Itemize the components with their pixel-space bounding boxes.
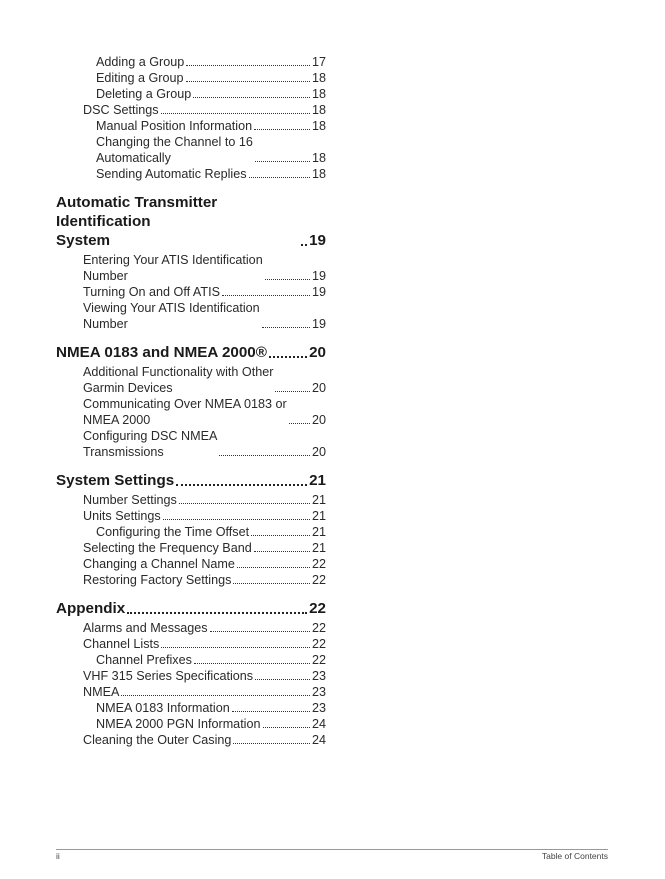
toc-page-number: 22 [311, 653, 326, 667]
toc-page-number: 18 [311, 167, 326, 181]
toc-page-number: 23 [311, 701, 326, 715]
toc-entry-title-line: Channel Prefixes [96, 653, 192, 667]
toc-entry[interactable] [56, 70, 326, 86]
dot-leader [255, 679, 310, 680]
dot-leader [232, 711, 310, 712]
dot-leader [186, 65, 310, 66]
toc-entry[interactable] [56, 364, 326, 396]
toc-page-number: 21 [311, 493, 326, 507]
toc-entry-title-line: Changing the Channel to 16 [96, 135, 253, 149]
toc-entry[interactable] [56, 668, 326, 684]
toc-page-number: 17 [311, 55, 326, 69]
dot-leader [233, 583, 310, 584]
toc-entry-title-line: Additional Functionality with Other [83, 365, 274, 379]
dot-leader [255, 161, 310, 162]
dot-leader [161, 647, 310, 648]
toc-entry-title-line: Communicating Over NMEA 0183 or [83, 397, 287, 411]
toc-entry-title [83, 364, 273, 396]
toc-entry-title [83, 300, 260, 332]
toc-page-number: 22 [311, 637, 326, 651]
dot-leader [176, 484, 307, 486]
toc-section-entry[interactable] [56, 193, 326, 250]
toc-page-number: 18 [311, 103, 326, 117]
toc-entry-title [96, 700, 230, 716]
dot-leader [163, 519, 310, 520]
toc-section-entry[interactable] [56, 343, 326, 362]
dot-leader [254, 129, 310, 130]
toc-page-number: 19 [309, 232, 326, 249]
toc-entry-title [83, 284, 220, 300]
toc-entry-title [83, 428, 217, 460]
toc-entry-title [56, 471, 174, 490]
toc-entry[interactable] [56, 252, 326, 284]
toc-page-number: 20 [311, 381, 326, 395]
toc-entry-title-line: Configuring the Time Offset [96, 525, 250, 539]
toc-page-number: 21 [311, 541, 326, 555]
toc-entry-title-line: Configuring DSC NMEA [83, 429, 218, 443]
toc-entry-title-line: Deleting a Group [96, 87, 192, 101]
toc-entry[interactable] [56, 54, 326, 70]
dot-leader [193, 97, 310, 98]
toc-page-number: 21 [311, 509, 326, 523]
toc-page-number: 18 [311, 71, 326, 85]
toc-entry-title [56, 599, 125, 618]
dot-leader [249, 177, 310, 178]
toc-entry[interactable] [56, 540, 326, 556]
toc-entry[interactable] [56, 396, 326, 428]
toc-entry[interactable] [56, 86, 326, 102]
toc-entry[interactable] [56, 636, 326, 652]
toc-entry-title-line: Entering Your ATIS Identification [83, 253, 263, 267]
dot-leader [262, 327, 310, 328]
dot-leader [254, 551, 310, 552]
toc-entry-title [83, 396, 287, 428]
toc-entry-title [96, 524, 249, 540]
toc-entry[interactable] [56, 524, 326, 540]
dot-leader [275, 391, 310, 392]
dot-leader [269, 356, 307, 358]
toc-section-entry[interactable] [56, 599, 326, 618]
toc-entry-title [56, 343, 267, 362]
toc-page-number: 18 [311, 87, 326, 101]
toc-entry-title-line: DSC Settings [83, 103, 159, 117]
toc-entry-title [83, 620, 208, 636]
toc-entry-title-line: VHF 315 Series Specifications [83, 669, 254, 683]
dot-leader [237, 567, 310, 568]
toc-entry[interactable] [56, 652, 326, 668]
toc-entry-title [83, 252, 263, 284]
toc-entry-title [96, 166, 247, 182]
toc-entry-title [83, 556, 235, 572]
toc-entry-title-line: System Settings [56, 472, 175, 489]
dot-leader [121, 695, 310, 696]
toc-page-number: 19 [311, 285, 326, 299]
toc-entry-title-line: Automatic Transmitter Identification [56, 194, 218, 230]
dot-leader [233, 743, 310, 744]
toc-entry-title-line: Units Settings [83, 509, 161, 523]
toc-entry-title-line: Viewing Your ATIS Identification [83, 301, 260, 315]
dot-leader [289, 423, 310, 424]
toc-entry[interactable] [56, 700, 326, 716]
toc-entry[interactable] [56, 118, 326, 134]
toc-entry-title-line: Turning On and Off ATIS [83, 285, 220, 299]
toc-entry-title [96, 118, 252, 134]
toc-entry-title [83, 492, 177, 508]
toc-entry-title-line: System [56, 232, 111, 249]
toc-entry-title-line: NMEA 0183 and NMEA 2000® [56, 344, 267, 361]
toc-entry[interactable] [56, 492, 326, 508]
toc-entry-title-line: Sending Automatic Replies [96, 167, 247, 181]
toc-entry[interactable] [56, 508, 326, 524]
toc-page-number: 23 [311, 669, 326, 683]
toc-entry-title [83, 732, 231, 748]
toc-page-number: 24 [311, 717, 326, 731]
toc-entry-title [83, 668, 253, 684]
table-of-contents [56, 54, 326, 748]
toc-entry-title-line: Transmissions [83, 445, 164, 459]
toc-page-number: 19 [311, 317, 326, 331]
toc-entry-title [96, 86, 191, 102]
toc-entry-title-line: Adding a Group [96, 55, 185, 69]
toc-entry-title-line: NMEA [83, 685, 120, 699]
dot-leader [179, 503, 310, 504]
toc-entry-title-line: Selecting the Frequency Band [83, 541, 252, 555]
toc-entry-title-line: Editing a Group [96, 71, 184, 85]
dot-leader [161, 113, 310, 114]
toc-entry-title-line: NMEA 2000 [83, 413, 151, 427]
toc-page-number: 22 [311, 621, 326, 635]
toc-entry-title-line: NMEA 2000 PGN Information [96, 717, 261, 731]
dot-leader [222, 295, 310, 296]
toc-page-number: 22 [309, 600, 326, 617]
toc-page-number: 21 [309, 472, 326, 489]
toc-entry-title-line: Manual Position Information [96, 119, 253, 133]
toc-entry[interactable] [56, 572, 326, 588]
toc-entry-title-line: Channel Lists [83, 637, 160, 651]
toc-page-number: 21 [311, 525, 326, 539]
toc-entry-title-line: Garmin Devices [83, 381, 173, 395]
toc-entry-title-line: Number [83, 269, 128, 283]
dot-leader [301, 244, 307, 246]
dot-leader [251, 535, 310, 536]
toc-entry-title [96, 652, 192, 668]
toc-entry-title [83, 572, 231, 588]
toc-entry[interactable] [56, 166, 326, 182]
toc-entry-title [56, 193, 299, 250]
toc-page-number: 22 [311, 557, 326, 571]
footer-section-title: Table of Contents [541, 851, 608, 861]
toc-entry[interactable] [56, 428, 326, 460]
dot-leader [265, 279, 310, 280]
toc-entry-title [96, 134, 253, 166]
toc-entry-title [96, 54, 184, 70]
toc-entry-title-line: Number Settings [83, 493, 177, 507]
dot-leader [210, 631, 310, 632]
toc-entry-title [96, 716, 261, 732]
toc-entry-title-line: Number [83, 317, 128, 331]
toc-entry-title-line: Automatically [96, 151, 171, 165]
toc-entry-title [83, 636, 159, 652]
dot-leader [186, 81, 310, 82]
toc-page-number: 18 [311, 119, 326, 133]
toc-page-number: 20 [311, 445, 326, 459]
dot-leader [219, 455, 310, 456]
toc-entry-title-line: Restoring Factory Settings [83, 573, 232, 587]
dot-leader [194, 663, 310, 664]
toc-entry-title-line: Alarms and Messages [83, 621, 208, 635]
toc-entry-title-line: Changing a Channel Name [83, 557, 235, 571]
toc-page-number: 20 [311, 413, 326, 427]
dot-leader [263, 727, 310, 728]
toc-entry-title [96, 70, 184, 86]
toc-section-entry[interactable] [56, 471, 326, 490]
toc-page-number: 18 [311, 151, 326, 165]
toc-entry[interactable] [56, 732, 326, 748]
toc-entry-title-line: Cleaning the Outer Casing [83, 733, 232, 747]
toc-page-number: 24 [311, 733, 326, 747]
toc-entry-title-line: Appendix [56, 600, 126, 617]
toc-entry[interactable] [56, 620, 326, 636]
toc-entry[interactable] [56, 284, 326, 300]
toc-page-number: 20 [309, 344, 326, 361]
toc-entry[interactable] [56, 716, 326, 732]
toc-page-number: 23 [311, 685, 326, 699]
toc-page-number: 19 [311, 269, 326, 283]
toc-entry[interactable] [56, 556, 326, 572]
toc-entry[interactable] [56, 300, 326, 332]
toc-entry[interactable] [56, 102, 326, 118]
toc-entry-title [83, 540, 252, 556]
toc-page-number: 22 [311, 573, 326, 587]
dot-leader [127, 612, 307, 614]
toc-entry[interactable] [56, 134, 326, 166]
footer-page-number: ii [56, 851, 60, 861]
toc-entry-title [83, 102, 159, 118]
toc-entry-title-line: NMEA 0183 Information [96, 701, 230, 715]
toc-entry-title [83, 684, 119, 700]
toc-entry-title [83, 508, 161, 524]
page-footer [56, 849, 608, 861]
toc-entry[interactable] [56, 684, 326, 700]
